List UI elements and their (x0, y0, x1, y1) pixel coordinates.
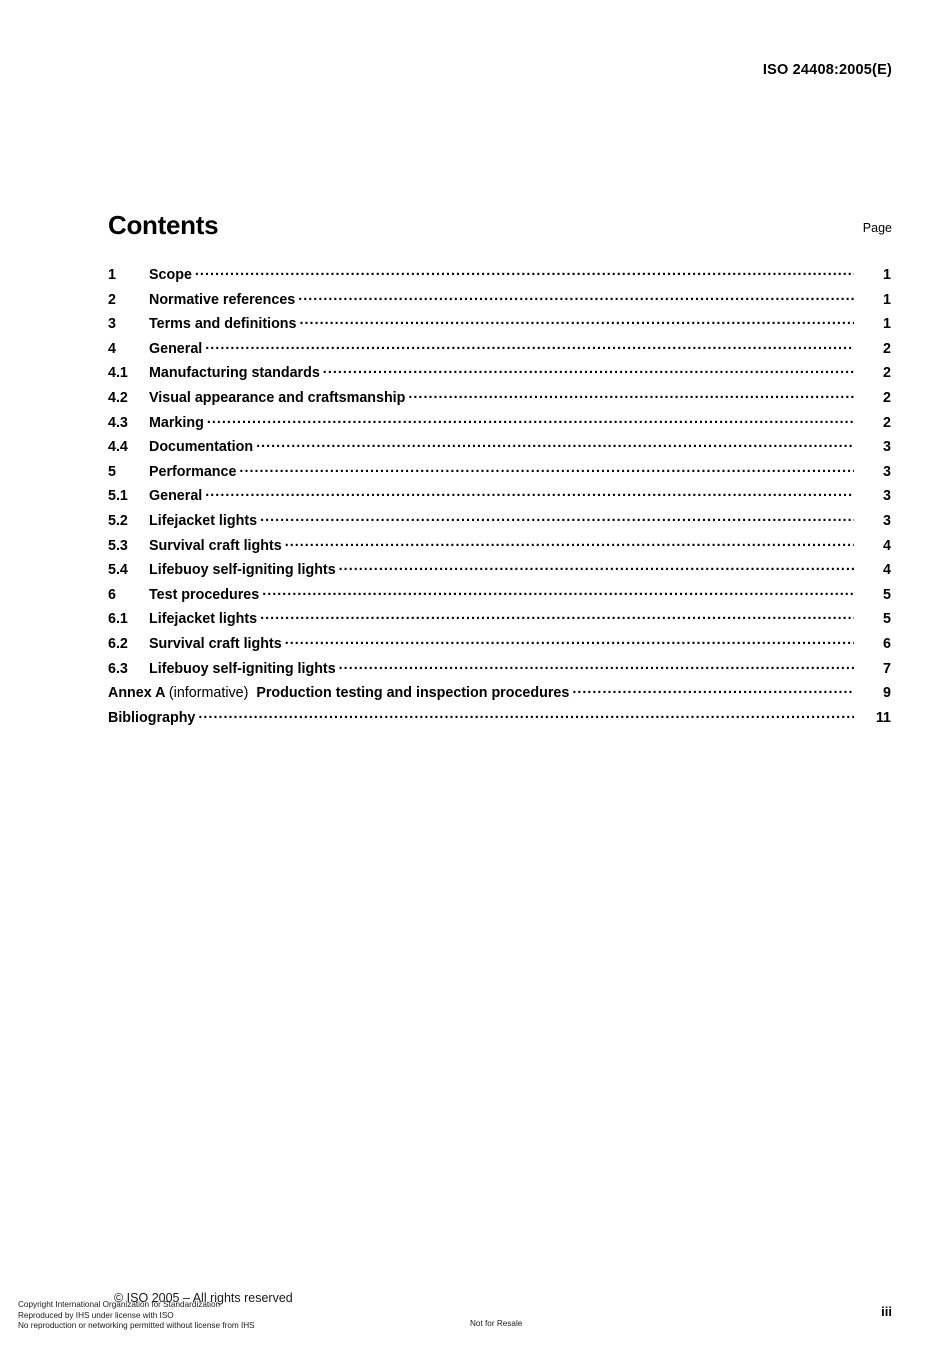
toc-entry-page: 2 (883, 414, 891, 431)
toc-entry-title: Lifebuoy self-igniting lights (149, 562, 336, 579)
toc-entry-number: 5.1 (108, 488, 128, 505)
toc-entry[interactable] (108, 462, 893, 487)
toc-entry-page: 5 (883, 586, 891, 603)
toc-entry-title: General (149, 488, 203, 505)
footer-license-line-3: No reproduction or networking permitted without license from IHS (18, 1320, 255, 1330)
toc-leader-dots (300, 314, 855, 328)
toc-entry-page: 5 (883, 611, 891, 628)
toc-leader-dots (339, 560, 854, 574)
toc-entry-number: 5.3 (108, 537, 128, 554)
toc-entry-title: Documentation (149, 439, 254, 456)
toc-entry-page: 3 (883, 488, 891, 505)
toc-entry-page: 9 (883, 685, 891, 702)
toc-entry-number: 4.2 (108, 389, 128, 406)
toc-entry[interactable] (108, 339, 893, 364)
toc-entry-title: Terms and definitions (149, 316, 297, 333)
toc-entry-title: Manufacturing standards (149, 365, 320, 382)
toc-entry-number: 6.2 (108, 635, 128, 652)
toc-leader-dots (260, 511, 854, 525)
toc-entry[interactable] (108, 265, 893, 290)
toc-entry[interactable] (108, 413, 893, 438)
page-column-label: Page (862, 221, 892, 235)
toc-entry-number: 5.4 (108, 562, 128, 579)
toc-entry-number: 6.3 (108, 660, 128, 677)
toc-entry[interactable] (108, 609, 893, 634)
toc-entry-page: 3 (883, 439, 891, 456)
page-title: Contents (108, 210, 219, 240)
toc-entry-page: 2 (883, 365, 891, 382)
toc-entry-title: Normative references (149, 291, 296, 308)
annex-qualifier: (informative) (168, 685, 249, 702)
toc-entry-title: Test procedures (149, 586, 260, 603)
toc-entry-number: 3 (108, 316, 116, 333)
toc-entry[interactable] (108, 290, 893, 315)
toc-leader-dots (323, 363, 854, 377)
toc-leader-dots (285, 536, 854, 550)
page-folio-number: iii (881, 1304, 892, 1319)
toc-entry[interactable] (108, 511, 893, 536)
toc-entry-page: 1 (883, 267, 891, 283)
toc-entry-title: Marking (149, 414, 204, 431)
toc-entry-number: 1 (108, 267, 116, 283)
toc-entry-page: 4 (883, 562, 891, 579)
toc-leader-dots (205, 339, 854, 353)
bibliography-title: Bibliography (108, 709, 196, 726)
toc-entry-number: 4.3 (108, 414, 128, 431)
toc-entry-page: 2 (883, 389, 891, 406)
toc-entry[interactable] (108, 585, 893, 610)
toc-leader-dots (262, 585, 854, 599)
toc-entry-page: 4 (883, 537, 891, 554)
toc-entry-title: Lifejacket lights (149, 512, 258, 529)
toc-entry[interactable] (108, 536, 893, 561)
toc-entry-page: 3 (883, 512, 891, 529)
toc-entry-number: 4.1 (108, 365, 128, 382)
toc-entry[interactable] (108, 437, 893, 462)
toc-entry-number: 6.1 (108, 611, 128, 628)
toc-entry-title: Survival craft lights (149, 537, 282, 554)
toc-leader-dots (256, 437, 854, 451)
toc-entry-page: 1 (883, 291, 891, 308)
toc-entry[interactable] (108, 363, 893, 388)
toc-entry-title: General (149, 340, 203, 357)
footer-not-for-resale: Not for Resale (470, 1318, 523, 1328)
toc-entry-number: 6 (108, 586, 116, 603)
toc-entry-bibliography[interactable] (108, 708, 893, 733)
toc-entry-title: Performance (149, 463, 237, 480)
toc-entry-title: Scope (149, 267, 192, 283)
toc-entry[interactable] (108, 388, 893, 413)
table-of-contents (108, 265, 893, 732)
toc-leader-dots (205, 486, 854, 500)
toc-leader-dots (339, 659, 854, 673)
toc-entry-number: 4.4 (108, 439, 128, 456)
toc-entry-title: Survival craft lights (149, 635, 282, 652)
footer-license-line-1: Copyright International Organization for Standardization (18, 1300, 221, 1310)
toc-leader-dots (408, 388, 854, 402)
toc-leader-dots (572, 683, 854, 697)
toc-entry-page: 7 (883, 660, 891, 677)
toc-leader-dots (298, 290, 854, 304)
toc-entry-annex-a[interactable] (108, 683, 893, 708)
document-header-standard-number: ISO 24408:2005(E) (762, 62, 892, 78)
toc-entry-title: Lifejacket lights (149, 611, 258, 628)
toc-entry-title: Lifebuoy self-igniting lights (149, 660, 336, 677)
toc-entry-number: 2 (108, 291, 116, 308)
footer-license-line-2: Reproduced by IHS under license with ISO (18, 1310, 174, 1320)
toc-leader-dots (239, 462, 854, 476)
toc-entry-page: 1 (883, 316, 891, 333)
toc-entry-page: 3 (883, 463, 891, 480)
toc-entry-number: 5.2 (108, 512, 128, 529)
toc-entry-page: 11 (875, 709, 891, 726)
toc-leader-dots (195, 265, 854, 279)
toc-entry-page: 2 (883, 340, 891, 357)
toc-entry[interactable] (108, 659, 893, 684)
toc-entry[interactable] (108, 634, 893, 659)
footer-copyright: © ISO 2005 – All rights reserved (114, 1291, 293, 1306)
toc-leader-dots (260, 609, 854, 623)
toc-entry[interactable] (108, 314, 893, 339)
annex-title: Production testing and inspection procedures (256, 685, 570, 702)
toc-entry-number: 5 (108, 463, 116, 480)
toc-leader-dots (285, 634, 854, 648)
toc-entry[interactable] (108, 486, 893, 511)
toc-entry[interactable] (108, 560, 893, 585)
toc-entry-number: 4 (108, 340, 116, 357)
annex-label: Annex A (108, 685, 165, 702)
toc-leader-dots (207, 413, 854, 427)
toc-entry-title: Visual appearance and craftsmanship (149, 389, 406, 406)
toc-leader-dots (198, 708, 854, 722)
toc-entry-page: 6 (883, 635, 891, 652)
